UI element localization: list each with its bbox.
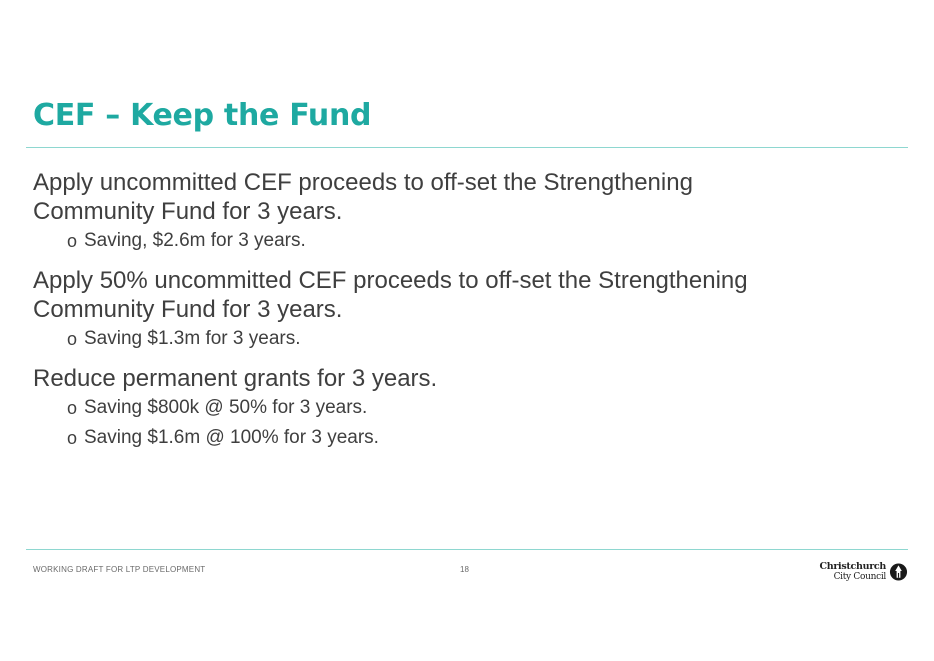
bullet-group-1 — [33, 168, 893, 256]
bullet-main-text — [33, 168, 893, 226]
slide-content — [33, 168, 893, 453]
page-number: 18 — [460, 565, 469, 574]
sub-bullet-text: Saving, $2.6m for 3 years. — [84, 230, 306, 251]
bullet-line: Community Fund for 3 years. — [33, 296, 343, 323]
circle-bullet-icon: o — [67, 329, 78, 349]
council-logo — [819, 561, 908, 584]
footer-draft-label: WORKING DRAFT FOR LTP DEVELOPMENT — [33, 565, 206, 574]
cathedral-emblem-icon — [889, 562, 908, 582]
bullet-line: Community Fund for 3 years. — [33, 198, 343, 225]
bullet-line: Reduce permanent grants for 3 years. — [33, 365, 438, 392]
title-divider — [26, 147, 908, 148]
bullet-group-3 — [33, 364, 893, 453]
bullet-main-text — [33, 364, 893, 393]
bullet-main-text — [33, 266, 893, 324]
sub-bullet — [33, 393, 893, 423]
sub-bullet — [33, 324, 893, 354]
logo-line-1: Christchurch — [819, 561, 886, 572]
sub-bullet — [33, 226, 893, 256]
bullet-line: Apply 50% uncommitted CEF proceeds to off-set the Strengthening — [33, 267, 748, 294]
circle-bullet-icon: o — [67, 231, 78, 251]
circle-bullet-icon: o — [67, 428, 78, 448]
circle-bullet-icon: o — [67, 398, 78, 418]
logo-wordmark — [819, 562, 886, 582]
footer-divider — [26, 549, 908, 550]
bullet-group-2 — [33, 266, 893, 354]
sub-bullet-text: Saving $1.6m @ 100% for 3 years. — [84, 427, 379, 448]
sub-bullet-text: Saving $800k @ 50% for 3 years. — [84, 397, 368, 418]
sub-bullet — [33, 423, 893, 453]
slide-title: CEF – Keep the Fund — [33, 98, 372, 133]
logo-line-2: City Council — [833, 572, 886, 582]
sub-bullet-text: Saving $1.3m for 3 years. — [84, 328, 301, 349]
bullet-line: Apply uncommitted CEF proceeds to off-set the Strengthening — [33, 169, 693, 196]
